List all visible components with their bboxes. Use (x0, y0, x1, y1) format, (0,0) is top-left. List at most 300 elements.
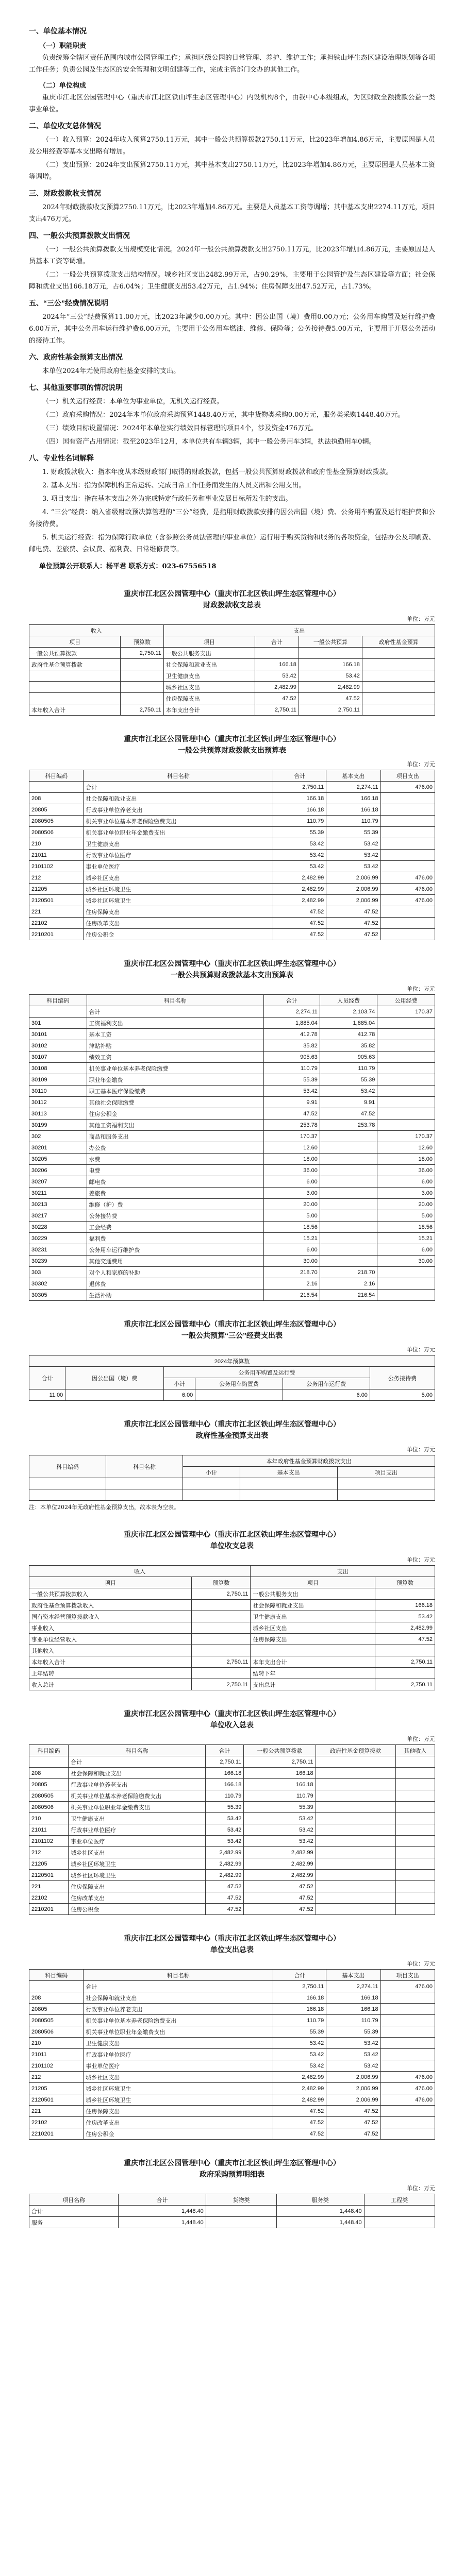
cell (29, 682, 121, 693)
cell (377, 1290, 435, 1301)
cell: 支出总计 (251, 1679, 375, 1690)
cell (316, 1790, 395, 1802)
header-expense: 支出 (251, 1566, 435, 1577)
cell: 社会保障和就业支出 (84, 1992, 273, 2004)
cell: 2,482.99 (255, 682, 299, 693)
cell: 30213 (29, 1199, 87, 1210)
cell: 47.52 (244, 1892, 316, 1904)
table-row (29, 1768, 435, 1779)
basic-expense-table (29, 994, 435, 1301)
cell (316, 1779, 395, 1790)
cell: 卫生健康支出 (84, 838, 273, 850)
header-name: 科目名称 (106, 1455, 183, 1478)
table-row (29, 1120, 435, 1131)
cell (121, 682, 164, 693)
cell: 170.37 (263, 1131, 320, 1142)
paragraph: 2. 基本支出：指为保障机构正常运转、完成日常工作任务而发生的人员支出和公用支出。 (42, 482, 306, 489)
cell: 15.21 (263, 1233, 320, 1244)
cell (380, 2038, 435, 2049)
header-goods: 货物类 (206, 2194, 276, 2206)
section-heading: 二、单位收支总体情况 (29, 122, 101, 130)
cell: 53.42 (273, 861, 326, 872)
cell: 一般公共服务支出 (251, 1588, 375, 1600)
table-row (29, 906, 435, 918)
cell: 2.16 (263, 1278, 320, 1290)
cell: 476.00 (380, 2072, 435, 2083)
cell: 2,006.99 (326, 872, 380, 884)
table-title-name: 单位收入总表 (210, 1721, 254, 1729)
cell: 卫生健康支出 (84, 2038, 273, 2049)
table-row (29, 1881, 435, 1892)
cell (195, 1389, 283, 1401)
cell: 合计 (84, 782, 273, 793)
table-row (29, 782, 435, 793)
cell: 6.00 (377, 1176, 435, 1188)
header-name: 科目名称 (84, 1970, 273, 1981)
cell: 47.52 (263, 1108, 320, 1120)
cell (395, 1881, 435, 1892)
cell: 18.00 (263, 1154, 320, 1165)
table-row (29, 1622, 435, 1634)
cell: 2210201 (29, 2128, 84, 2140)
cell: 55.39 (320, 1074, 377, 1086)
cell: 53.42 (244, 1836, 316, 1847)
cell: 行政事业单位养老支出 (69, 1779, 206, 1790)
cell: 412.78 (320, 1029, 377, 1040)
cell: 47.52 (273, 2117, 326, 2128)
cell (395, 1790, 435, 1802)
three-public-expense-table (29, 1355, 435, 1401)
cell: 城乡社区环境卫生 (84, 2094, 273, 2106)
table-row (29, 1006, 435, 1018)
header-total: 合计 (29, 1367, 65, 1389)
cell: 差旅费 (87, 1188, 263, 1199)
cell: 166.18 (244, 1779, 316, 1790)
cell: 电费 (87, 1165, 263, 1176)
cell (316, 1756, 395, 1768)
table-row (29, 682, 435, 693)
cell: 城乡社区环境卫生 (84, 884, 273, 895)
header-budget: 预算数 (375, 1577, 435, 1588)
cell: 47.52 (320, 1108, 377, 1120)
budget-summary-table (29, 624, 435, 716)
cell: 收入总计 (29, 1679, 192, 1690)
cell: 2,482.99 (205, 1858, 243, 1870)
cell: 218.70 (320, 1267, 377, 1278)
cell: 9.91 (263, 1097, 320, 1108)
header-project: 项目支出 (380, 1970, 435, 1981)
cell: 170.37 (377, 1006, 435, 1018)
cell: 住房改革支出 (84, 918, 273, 929)
table-title-name: 政府采购预算明细表 (200, 2170, 264, 2178)
table-title (29, 1318, 435, 1341)
table-row (29, 1790, 435, 1802)
cell: 53.42 (263, 1086, 320, 1097)
cell: 166.18 (375, 1600, 435, 1611)
table-unit: 单位：万元 (407, 2185, 435, 2192)
cell: 21205 (29, 2083, 84, 2094)
cell: 城乡社区支出 (69, 1847, 206, 1858)
cell: 47.52 (299, 693, 362, 704)
cell (362, 659, 435, 670)
cell (380, 2004, 435, 2015)
cell: 21205 (29, 884, 84, 895)
table-row (29, 1478, 435, 1489)
cell: 城乡社区支出 (84, 872, 273, 884)
cell: 166.18 (205, 1768, 243, 1779)
cell: 30201 (29, 1142, 87, 1154)
cell: 47.52 (326, 2117, 380, 2128)
cell: 2,006.99 (326, 2094, 380, 2106)
cell: 2,750.11 (255, 704, 299, 716)
cell (377, 1108, 435, 1120)
cell: 合计 (69, 1756, 206, 1768)
cell: 退休费 (87, 1278, 263, 1290)
cell: 18.56 (263, 1222, 320, 1233)
cell: 2210201 (29, 1904, 69, 1915)
table-row (29, 827, 435, 838)
cell: 53.42 (255, 670, 299, 682)
cell: 工资福利支出 (87, 1018, 263, 1029)
cell (316, 1768, 395, 1779)
cell (362, 682, 435, 693)
cell: 2,750.11 (273, 782, 326, 793)
cell (395, 1756, 435, 1768)
cell (380, 861, 435, 872)
cell: 253.78 (263, 1120, 320, 1131)
cell: 1,885.04 (263, 1018, 320, 1029)
cell: 2,274.11 (326, 1981, 380, 1992)
cell: 20805 (29, 804, 84, 816)
cell: 3.00 (263, 1188, 320, 1199)
cell: 30228 (29, 1222, 87, 1233)
cell: 216.54 (263, 1290, 320, 1301)
cell (395, 1779, 435, 1790)
cell: 2,103.74 (320, 1006, 377, 1018)
cell: 住房保障支出 (84, 2106, 273, 2117)
cell: 166.18 (326, 1992, 380, 2004)
table-unit: 单位：万元 (407, 761, 435, 768)
table-row (29, 1668, 435, 1679)
table-title (29, 588, 435, 611)
cell: 30108 (29, 1063, 87, 1074)
cell: 2,750.11 (205, 1756, 243, 1768)
header-name: 科目名称 (69, 1745, 206, 1756)
cell (364, 2206, 435, 2217)
cell: 47.52 (326, 2106, 380, 2117)
cell: 22102 (29, 2117, 84, 2128)
cell: 卫生健康支出 (251, 1611, 375, 1622)
table-row (29, 2128, 435, 2140)
table-row (29, 2038, 435, 2049)
cell: 110.79 (320, 1063, 377, 1074)
table-row (29, 2217, 435, 2228)
cell: 221 (29, 2106, 84, 2117)
cell: 服务 (29, 2217, 119, 2228)
cell (377, 1120, 435, 1131)
cell: 303 (29, 1267, 87, 1278)
cell: 城乡社区环境卫生 (84, 2083, 273, 2094)
unit-income-table (29, 1744, 435, 1915)
paragraph: 负责统筹全辖区责任范围内城市公园管理工作；承担区级公园的日常管理、养护、维护工作；承担铁山坪生态区建设治理规划等各项工作任务；负责公园及生态区的安全管理和文明创建等工作，完成主管部门交办的其他工作。 (29, 54, 435, 74)
table-title-org: 重庆市江北区公园管理中心（重庆市江北区铁山坪生态区管理中心） (124, 589, 340, 598)
table-row (29, 1588, 435, 1600)
table-row (29, 1131, 435, 1142)
cell (377, 1074, 435, 1086)
cell: 12.60 (377, 1142, 435, 1154)
cell (316, 1847, 395, 1858)
cell: 30305 (29, 1290, 87, 1301)
cell (255, 648, 299, 659)
cell: 221 (29, 906, 84, 918)
cell: 30229 (29, 1233, 87, 1244)
cell: 2101102 (29, 1836, 69, 1847)
table-row (29, 1634, 435, 1645)
cell: 2,750.11 (192, 1588, 251, 1600)
cell: 2,750.11 (375, 1656, 435, 1668)
table-title-name: 一般公共预算财政拨款支出预算表 (178, 746, 286, 754)
table-row (29, 2026, 435, 2038)
cell: 机关事业单位基本养老保险缴费支出 (69, 1790, 206, 1802)
cell (29, 1981, 84, 1992)
cell: 53.42 (273, 2038, 326, 2049)
cell (380, 816, 435, 827)
table-row (29, 1108, 435, 1120)
table-row (29, 1813, 435, 1824)
cell: 30239 (29, 1256, 87, 1267)
cell (377, 1063, 435, 1074)
cell (380, 2049, 435, 2060)
cell: 商品和服务支出 (87, 1131, 263, 1142)
header-item: 项目 (251, 1577, 375, 1588)
cell: 216.54 (320, 1290, 377, 1301)
cell (320, 1165, 377, 1176)
cell: 9.91 (320, 1097, 377, 1108)
header-item: 项目名称 (29, 2194, 119, 2206)
table-unit: 单位：万元 (407, 1346, 435, 1353)
table-row (29, 693, 435, 704)
cell: 2,750.11 (192, 1679, 251, 1690)
cell: 110.79 (273, 2015, 326, 2026)
paragraph: 5. 机关运行经费：指为保障行政单位（含参照公务员法管理的事业单位）运行用于购买货物和服务的各项资金，包括办公及印刷费、邮电费、差旅费、会议费、福利费、日常维修费等。 (29, 534, 435, 553)
cell: 30302 (29, 1278, 87, 1290)
header-gov-fund: 政府性基金预算拨款 (316, 1745, 395, 1756)
cell: 47.52 (205, 1904, 243, 1915)
cell (377, 1052, 435, 1063)
cell: 47.52 (326, 929, 380, 940)
cell: 53.42 (273, 2049, 326, 2060)
cell: 机关事业单位基本养老保险缴费 (87, 1063, 263, 1074)
table-title (29, 2157, 435, 2180)
cell: 166.18 (299, 659, 362, 670)
cell: 2,274.11 (263, 1006, 320, 1018)
cell: 卫生健康支出 (69, 1813, 206, 1824)
cell: 905.63 (320, 1052, 377, 1063)
cell (395, 1768, 435, 1779)
cell: 302 (29, 1131, 87, 1142)
cell: 合计 (84, 1981, 273, 1992)
cell: 事业单位医疗 (84, 2060, 273, 2072)
table-row (29, 793, 435, 804)
header-income: 收入 (29, 1566, 251, 1577)
table-title-org: 重庆市江北区公园管理中心（重庆市江北区铁山坪生态区管理中心） (124, 959, 340, 968)
cell: 政府性基金预算拨款 (29, 659, 121, 670)
cell (29, 782, 84, 793)
cell: 301 (29, 1018, 87, 1029)
cell (395, 1813, 435, 1824)
table-row (29, 1210, 435, 1222)
cell: 47.52 (375, 1634, 435, 1645)
cell: 2,006.99 (326, 895, 380, 906)
cell: 其他收入 (29, 1645, 192, 1656)
cell (320, 1222, 377, 1233)
cell: 事业单位经营收入 (29, 1634, 192, 1645)
cell (380, 929, 435, 940)
header-basic: 基本支出 (240, 1467, 337, 1478)
procurement-table (29, 2194, 435, 2228)
table-row (29, 1904, 435, 1915)
cell (320, 1256, 377, 1267)
section-heading: 四、一般公共预算拨款支出情况 (29, 231, 130, 240)
table-row (29, 1645, 435, 1656)
cell: 上年结转 (29, 1668, 192, 1679)
cell (320, 1188, 377, 1199)
cell: 55.39 (326, 2026, 380, 2038)
cell: 21011 (29, 850, 84, 861)
cell: 47.52 (326, 906, 380, 918)
table-row (29, 1802, 435, 1813)
section-heading: 七、其他重要事项的情况说明 (29, 383, 123, 392)
cell (395, 1904, 435, 1915)
table-row (29, 1199, 435, 1210)
cell: 绩效工资 (87, 1052, 263, 1063)
table-row (29, 2004, 435, 2015)
cell: 事业单位医疗 (69, 1836, 206, 1847)
cell: 110.79 (244, 1790, 316, 1802)
paragraph: （三）绩效目标设置情况：2024年本单位实行绩效目标管理的项目4个，涉及资金476万元。 (42, 425, 318, 432)
cell (251, 1645, 375, 1656)
cell (316, 1870, 395, 1881)
header-budget: 预算数 (192, 1577, 251, 1588)
cell: 53.42 (273, 850, 326, 861)
cell: 本年收入合计 (29, 704, 121, 716)
table-title-name: 单位收支总表 (210, 1541, 254, 1550)
cell: 110.79 (326, 2015, 380, 2026)
cell: 2120501 (29, 2094, 84, 2106)
cell: 2,482.99 (273, 2072, 326, 2083)
table-row (29, 929, 435, 940)
cell: 行政事业单位医疗 (69, 1824, 206, 1836)
table-row (29, 1600, 435, 1611)
table-row (29, 918, 435, 929)
section-heading: 三、财政拨款收支情况 (29, 189, 101, 197)
table-row (29, 804, 435, 816)
cell: 30101 (29, 1029, 87, 1040)
cell (377, 1018, 435, 1029)
cell (29, 1756, 69, 1768)
cell: 30107 (29, 1052, 87, 1063)
cell: 福利费 (87, 1233, 263, 1244)
cell: 47.52 (273, 2106, 326, 2117)
cell: 210 (29, 2038, 84, 2049)
cell: 机关事业单位基本养老保险缴费支出 (84, 816, 273, 827)
cell: 2120501 (29, 895, 84, 906)
table-title-org: 重庆市江北区公园管理中心（重庆市江北区铁山坪生态区管理中心） (124, 1709, 340, 1718)
table-row (29, 1097, 435, 1108)
table-row (29, 1244, 435, 1256)
cell: 30.00 (377, 1256, 435, 1267)
cell: 2,274.11 (326, 782, 380, 793)
table-row (29, 1086, 435, 1097)
cell: 行政事业单位养老支出 (84, 2004, 273, 2015)
cell: 55.39 (273, 827, 326, 838)
cell (380, 2117, 435, 2128)
cell: 53.42 (320, 1086, 377, 1097)
cell: 2,750.11 (273, 1981, 326, 1992)
cell: 3.00 (377, 1188, 435, 1199)
table-row (29, 1029, 435, 1040)
table-row (29, 2072, 435, 2083)
cell: 18.00 (377, 1154, 435, 1165)
header-year: 本年政府性基金预算财政拨款支出 (183, 1455, 435, 1467)
cell: 事业收入 (29, 1622, 192, 1634)
header-budget: 预算数 (121, 636, 164, 648)
header-gov-fund: 政府性基金预算 (362, 636, 435, 648)
cell: 卫生健康支出 (163, 670, 255, 682)
table-row (29, 838, 435, 850)
table-title-name: 单位支出总表 (210, 1945, 254, 1954)
cell: 36.00 (377, 1165, 435, 1176)
cell: 其他交通费用 (87, 1256, 263, 1267)
cell (395, 1847, 435, 1858)
cell: 一般公共服务支出 (163, 648, 255, 659)
cell (362, 704, 435, 716)
cell: 水费 (87, 1154, 263, 1165)
cell: 公务用车运行维护费 (87, 1244, 263, 1256)
cell: 476.00 (380, 884, 435, 895)
table-title (29, 1933, 435, 1955)
cell: 2,750.11 (299, 704, 362, 716)
cell: 110.79 (273, 816, 326, 827)
cell: 412.78 (263, 1029, 320, 1040)
table-row (29, 1847, 435, 1858)
table-row (29, 872, 435, 884)
cell: 53.42 (205, 1824, 243, 1836)
table-row (29, 670, 435, 682)
table-row (29, 1165, 435, 1176)
cell (395, 1802, 435, 1813)
section-heading: 一、单位基本情况 (29, 27, 87, 35)
table-row (29, 1756, 435, 1768)
cell: 2080506 (29, 2026, 84, 2038)
unit-summary-table (29, 1565, 435, 1690)
cell (380, 850, 435, 861)
gov-fund-table (29, 1455, 435, 1501)
cell: 47.52 (326, 2128, 380, 2140)
table-unit: 单位：万元 (407, 1556, 435, 1563)
cell: 218.70 (263, 1267, 320, 1278)
cell: 47.52 (273, 2128, 326, 2140)
cell: 30.00 (263, 1256, 320, 1267)
header-name: 科目名称 (84, 770, 273, 782)
cell (377, 1040, 435, 1052)
cell (316, 1904, 395, 1915)
table-row (29, 2117, 435, 2128)
table-note: 注：本单位2024年无政府性基金预算支出，故本表为空表。 (29, 1504, 179, 1511)
paragraph: 2024年“三公”经费预算11.00万元，比2023年减少0.00万元。其中：因公出国（境）费用0.00万元；公务用车购置及运行维护费6.00万元，其中公务用车运行维护费6.00万元，主要用于公务用车燃油、维修、保险等；公务接待费5.00万元，主要用于开展公务活动的接待工作。 (29, 313, 435, 345)
header-general-public: 一般公共预算 (299, 636, 362, 648)
cell (375, 1588, 435, 1600)
